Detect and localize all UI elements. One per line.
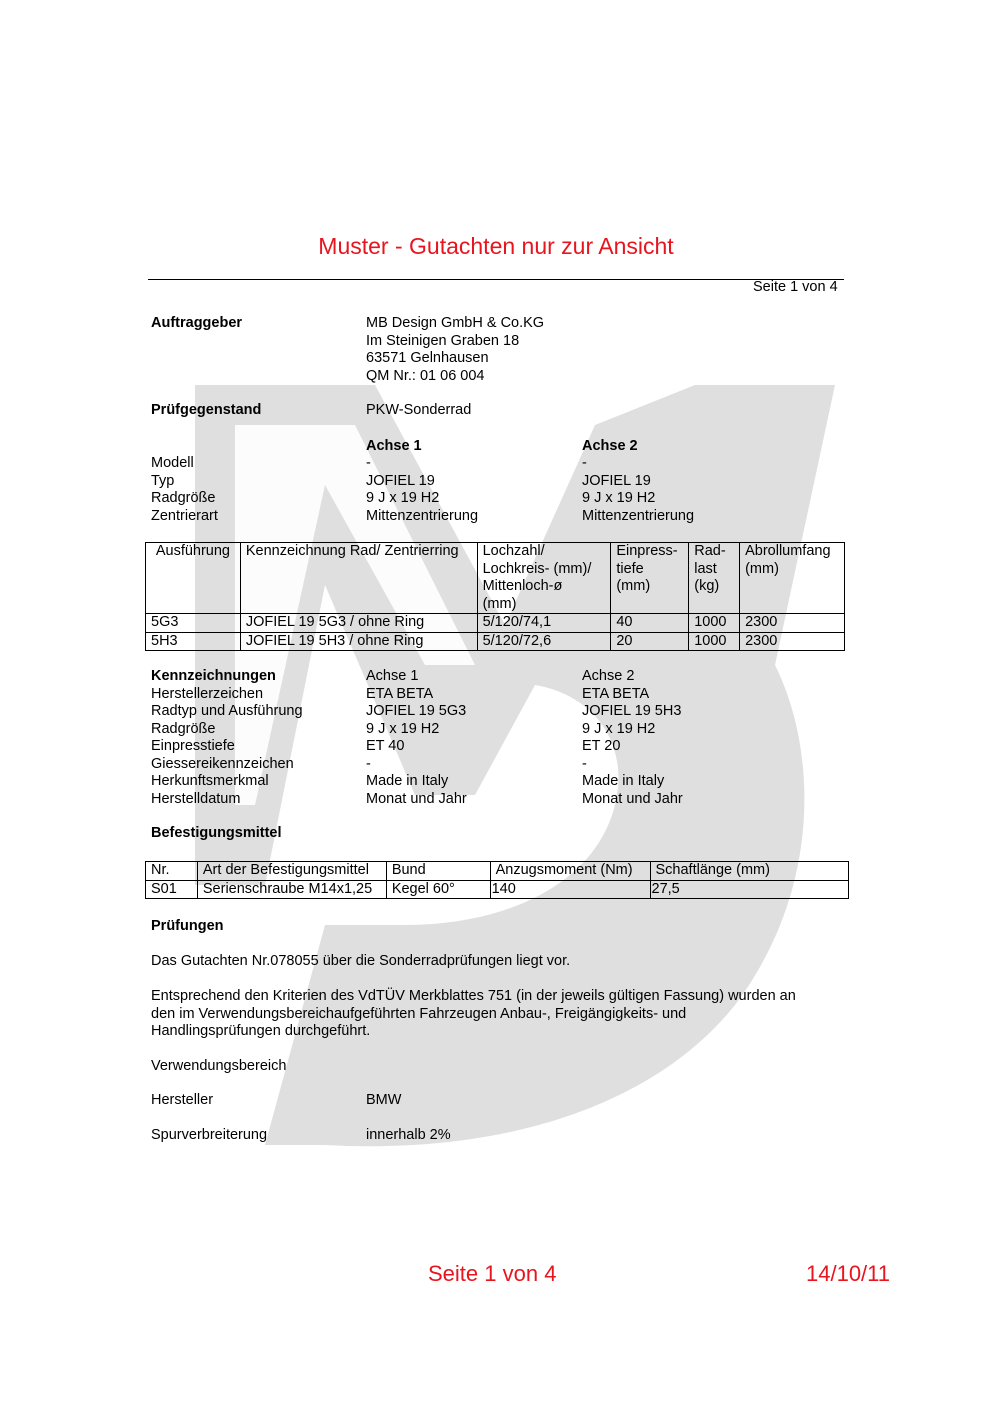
marking-label: Herstellerzeichen xyxy=(151,685,264,702)
wheel-cell: 5/120/72,6 xyxy=(477,632,611,651)
marking-label: Einpresstiefe xyxy=(151,738,235,754)
fastener-header-cell: Art der Befestigungsmittel xyxy=(197,862,386,881)
marking-axle1 xyxy=(366,668,467,808)
wheel-cell: 2300 xyxy=(740,632,845,651)
wheel-cell: 1000 xyxy=(689,632,740,651)
wheel-cell: 40 xyxy=(611,614,689,633)
axle-labels xyxy=(151,455,218,525)
marking-value: ET 40 xyxy=(366,738,405,754)
marking-label: Herstelldatum xyxy=(151,790,241,807)
fastener-cell: Serienschraube M14x1,25 xyxy=(197,880,386,899)
wheel-cell: JOFIEL 19 5H3 / ohne Ring xyxy=(240,632,477,651)
marking-value: JOFIEL 19 5G3 xyxy=(366,703,467,719)
table-row xyxy=(146,880,849,899)
marking-value: - xyxy=(366,755,371,772)
marking-label: Giessereikennzeichen xyxy=(151,755,294,772)
paragraph-line: Handlingsprüfungen durchgeführt. xyxy=(151,1023,371,1039)
client-address xyxy=(366,315,544,385)
axle2-value: JOFIEL 19 xyxy=(582,472,651,489)
footer-date: 14/10/11 xyxy=(806,1261,891,1286)
marking-value: ETA BETA xyxy=(366,685,434,702)
axle1-value: 9 J x 19 H2 xyxy=(366,490,440,506)
axle1-value: Mittenzentrierung xyxy=(366,507,479,524)
wheel-table-header-row xyxy=(146,543,845,614)
fastener-header-cell: Bund xyxy=(386,862,490,881)
tests-paragraph-1: Das Gutachten Nr.078055 über die Sonderradprüfungen liegt vor. xyxy=(151,953,571,969)
client-line: MB Design GmbH & Co.KG xyxy=(366,315,545,331)
marking-value: 9 J x 19 H2 xyxy=(366,720,440,737)
wheel-header-cell: Kennzeichnung Rad/ Zentrierring xyxy=(240,543,477,614)
axle1-values xyxy=(366,455,478,525)
paragraph-line: Entsprechend den Kriterien des VdTÜV Merkblattes 751 (in der jeweils gültigen Fassung) wurden an xyxy=(151,988,796,1004)
axle-row-label: Radgröße xyxy=(151,490,216,506)
axle1-value: JOFIEL 19 xyxy=(366,472,435,489)
axle2-values xyxy=(582,455,694,525)
axle2-value: 9 J x 19 H2 xyxy=(582,490,656,506)
marking-value: Monat und Jahr xyxy=(366,790,467,807)
marking-axle1-header: Achse 1 xyxy=(366,668,419,684)
fasteners-header-row xyxy=(146,862,849,881)
track-value: innerhalb 2% xyxy=(366,1127,451,1143)
client-label: Auftraggeber xyxy=(151,315,243,331)
marking-value: - xyxy=(582,755,587,772)
fasteners-table xyxy=(145,861,849,899)
track-label: Spurverbreiterung xyxy=(151,1127,268,1143)
wheel-cell: 5/120/74,1 xyxy=(477,614,611,633)
client-line: 63571 Gelnhausen xyxy=(366,350,489,366)
axle1-header: Achse 1 xyxy=(366,438,422,454)
axle-row-label: Zentrierart xyxy=(151,507,218,524)
fastener-header-cell: Anzugsmoment (Nm) xyxy=(490,862,650,881)
axle-row-label: Modell xyxy=(151,455,194,471)
header-rule xyxy=(148,279,844,280)
marking-value: ETA BETA xyxy=(582,685,650,702)
fastener-cell: 27,5 xyxy=(650,880,849,899)
fastener-cell: 140 xyxy=(490,880,650,899)
document-title: Muster - Gutachten nur zur Ansicht xyxy=(318,233,674,259)
wheel-cell: 1000 xyxy=(689,614,740,633)
fastener-header-cell: Schaftlänge (mm) xyxy=(650,862,849,881)
wheel-cell: 2300 xyxy=(740,614,845,633)
client-line: Im Steinigen Graben 18 xyxy=(366,332,520,349)
marking-value: ET 20 xyxy=(582,738,621,754)
table-row xyxy=(146,614,845,633)
wheel-header-cell: Ausführung xyxy=(146,543,241,614)
wheel-cell: 5H3 xyxy=(146,632,241,651)
wheel-header-cell: Einpress- tiefe (mm) xyxy=(611,543,689,614)
axle-row-label: Typ xyxy=(151,472,175,489)
marking-value: JOFIEL 19 5H3 xyxy=(582,703,682,719)
manufacturer-value: BMW xyxy=(366,1092,402,1108)
manufacturer-label: Hersteller xyxy=(151,1092,214,1108)
test-object-value: PKW-Sonderrad xyxy=(366,402,472,418)
marking-value: 9 J x 19 H2 xyxy=(582,720,656,737)
tests-paragraph-2 xyxy=(151,988,796,1041)
footer-page: Seite 1 von 4 xyxy=(428,1261,557,1286)
axle1-value: - xyxy=(366,455,371,471)
fastener-cell: S01 xyxy=(146,880,198,899)
marking-axle2 xyxy=(582,668,683,808)
wheel-header-cell: Abrollumfang (mm) xyxy=(740,543,845,614)
wheel-table xyxy=(145,542,845,651)
marking-value: Made in Italy xyxy=(366,773,449,789)
wheel-header-cell: Lochzahl/ Lochkreis- (mm)/ Mittenloch-ø (mm) xyxy=(477,543,611,614)
table-row xyxy=(146,632,845,651)
wheel-cell: JOFIEL 19 5G3 / ohne Ring xyxy=(240,614,477,633)
client-line: QM Nr.: 01 06 004 xyxy=(366,367,485,384)
wheel-header-cell: Rad- last (kg) xyxy=(689,543,740,614)
marking-label: Radtyp und Ausführung xyxy=(151,703,303,719)
page-indicator: Seite 1 von 4 xyxy=(753,279,838,295)
fastener-cell: Kegel 60° xyxy=(386,880,490,899)
marking-axle2-header: Achse 2 xyxy=(582,668,635,684)
usage-label: Verwendungsbereich xyxy=(151,1058,287,1074)
wheel-cell: 20 xyxy=(611,632,689,651)
axle2-value: Mittenzentrierung xyxy=(582,507,695,524)
markings-heading: Kennzeichnungen xyxy=(151,668,276,684)
fastener-header-cell: Nr. xyxy=(146,862,198,881)
tests-heading: Prüfungen xyxy=(151,918,224,934)
fasteners-heading: Befestigungsmittel xyxy=(151,825,282,841)
axle2-value: - xyxy=(582,455,587,471)
paragraph-line: den im Verwendungsbereichaufgeführten Fahrzeugen Anbau-, Freigängigkeits- und xyxy=(151,1005,687,1022)
wheel-cell: 5G3 xyxy=(146,614,241,633)
marking-label: Herkunftsmerkmal xyxy=(151,773,269,789)
test-object-label: Prüfgegenstand xyxy=(151,402,262,418)
marking-labels xyxy=(151,668,303,808)
axle2-header: Achse 2 xyxy=(582,438,638,454)
marking-value: Made in Italy xyxy=(582,773,665,789)
marking-label: Radgröße xyxy=(151,720,216,737)
marking-value: Monat und Jahr xyxy=(582,790,683,807)
